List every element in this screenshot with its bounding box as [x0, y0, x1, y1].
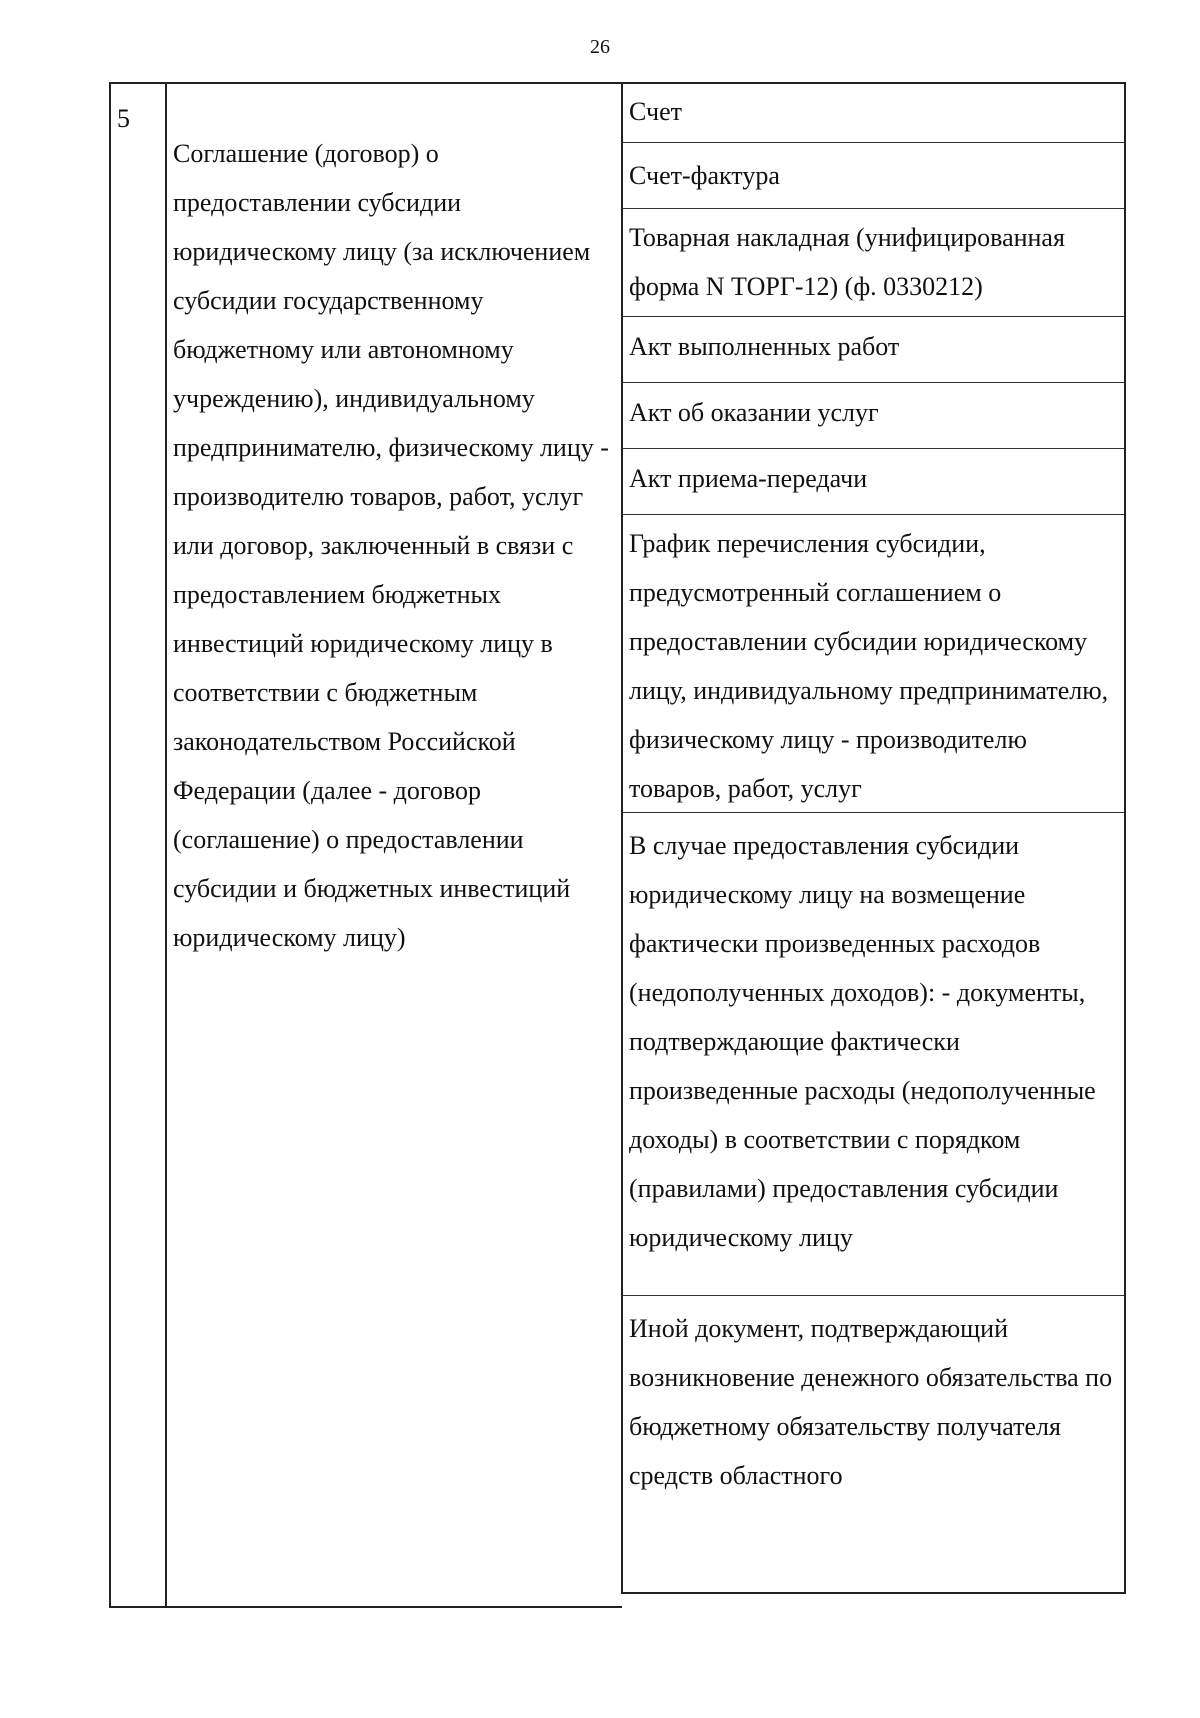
row-number: 5 — [117, 104, 130, 133]
page-number: 26 — [590, 36, 610, 58]
doc-cell-text: Акт приема-передачи — [629, 464, 868, 493]
documents-table — [109, 82, 1126, 1608]
document-name-cell — [165, 82, 622, 1608]
doc-cell-other-document — [623, 1296, 1124, 1592]
doc-cell-subsidy-schedule — [623, 515, 1124, 813]
doc-cell-text: Акт выполненных работ — [629, 332, 900, 361]
doc-cell-text: Товарная накладная (унифицированная форма N ТОРГ-12) (ф. 0330212) — [629, 223, 1065, 301]
row-number-cell — [109, 82, 166, 1608]
supporting-documents-column — [621, 82, 1126, 1594]
doc-cell-text: Иной документ, подтверждающий возникновение денежного обязательства по бюджетному обязательству получателя средств областного — [629, 1314, 1113, 1490]
document-name-text: Соглашение (договор) о предоставлении субсидии юридическому лицу (за исключением субсидии государственному бюджетному или автономному учреждению), индивидуальному предпринимателю, физическому лицу - производителю товаров, работ, услуг или договор, заключенный в связи с предоставлением бюджетных инвестиций юридическому лицу в соответствии с бюджетным законодательством Российской Федерации (далее - договор (соглашение) о предоставлении субсидии и бюджетных инвестиций юридическому лицу) — [173, 139, 609, 952]
doc-cell-reimbursement-docs — [623, 813, 1124, 1296]
doc-cell-waybill — [623, 209, 1124, 317]
doc-cell-text: График перечисления субсидии, предусмотренный соглашением о предоставлении субсидии юридическому лицу, индивидуальному предпринимателю, физическому лицу - производителю товаров, работ, услуг — [629, 529, 1109, 803]
doc-cell-text: Счет — [629, 97, 682, 126]
doc-cell-text: Счет-фактура — [629, 161, 780, 190]
doc-cell-services-act — [623, 383, 1124, 449]
doc-cell-text: Акт об оказании услуг — [629, 398, 879, 427]
doc-cell-text: В случае предоставления субсидии юридическому лицу на возмещение фактически произведенных расходов (недополученных доходов): - документы, подтверждающие фактически произведенные расходы (недополученные доходы) в соответствии с порядком (правилами) предоставления субсидии юридическому лицу — [629, 831, 1096, 1252]
doc-cell-transfer-act — [623, 449, 1124, 515]
doc-cell-invoice — [623, 84, 1124, 143]
doc-cell-work-act — [623, 317, 1124, 383]
doc-cell-tax-invoice — [623, 143, 1124, 209]
